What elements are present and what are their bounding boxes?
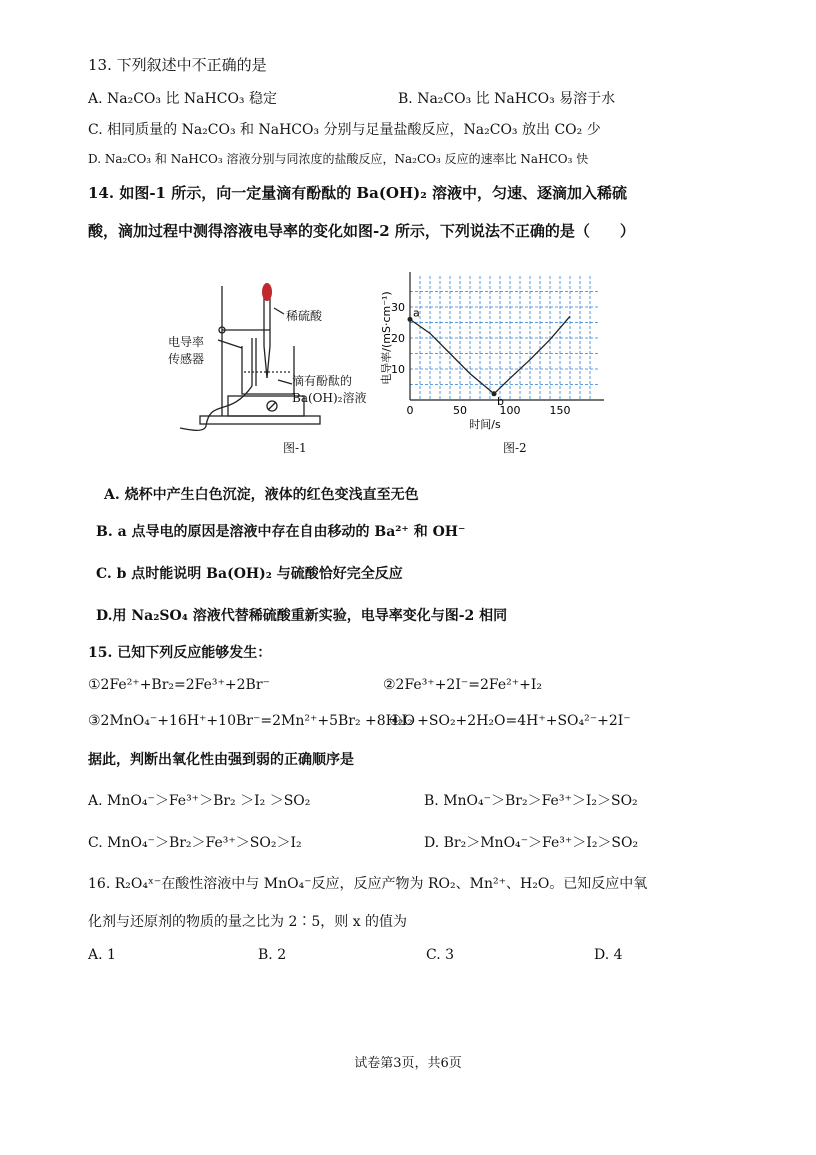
q16-option-a: A. 1 xyxy=(88,947,116,963)
q15-prompt: 据此，判断出氧化性由强到弱的正确顺序是 xyxy=(88,752,354,768)
q16-option-d: D. 4 xyxy=(594,947,623,963)
chart-x-ticks xyxy=(407,404,571,417)
x-tick-label: 150 xyxy=(549,404,571,417)
fig1-label-sensor-line1: 电导率 xyxy=(168,335,205,349)
q14-option-a: A. 烧杯中产生白色沉淀，液体的红色变浅直至无色 xyxy=(104,487,419,503)
fig1-label-acid: 稀硫酸 xyxy=(286,309,323,323)
q15-reaction-4: ④I₂ +SO₂+2H₂O=4H⁺+SO₄²⁻+2I⁻ xyxy=(389,713,631,729)
q14-stem-line2: 酸，滴加过程中测得溶液电导率的变化如图-2 所示，下列说法不正确的是（ ） xyxy=(88,222,635,240)
q15-option-d: D. Br₂＞MnO₄⁻＞Fe³⁺＞I₂＞SO₂ xyxy=(424,835,639,851)
fig2-caption: 图-2 xyxy=(503,441,527,455)
q14-option-d: D.用 Na₂SO₄ 溶液代替稀硫酸重新实验，电导率变化与图-2 相同 xyxy=(96,608,508,624)
q15-option-a: A. MnO₄⁻＞Fe³⁺＞Br₂ ＞I₂ ＞SO₂ xyxy=(88,793,311,809)
point-label-a: a xyxy=(413,306,420,320)
chart-y-ticks xyxy=(391,301,405,376)
y-tick-label: 10 xyxy=(391,363,405,376)
point-b xyxy=(492,391,497,396)
point-a xyxy=(408,317,413,322)
q13-option-c: C. 相同质量的 Na₂CO₃ 和 NaHCO₃ 分别与足量盐酸反应，Na₂CO₃ 放出 CO₂ 少 xyxy=(88,122,601,138)
conductivity-chart xyxy=(368,268,608,438)
point-label-b: b xyxy=(497,394,504,408)
q15-reaction-3: ③2MnO₄⁻+16H⁺+10Br⁻=2Mn²⁺+5Br₂ +8H₂O xyxy=(88,713,415,729)
fig1-label-solution-line1: 滴有酚酞的 xyxy=(292,374,353,388)
q15-option-c: C. MnO₄⁻＞Br₂＞Fe³⁺＞SO₂＞I₂ xyxy=(88,835,302,851)
chart-points xyxy=(408,306,505,407)
q15-option-b: B. MnO₄⁻＞Br₂＞Fe³⁺＞I₂＞SO₂ xyxy=(424,793,638,809)
q15-reaction-1: ①2Fe²⁺+Br₂=2Fe³⁺+2Br⁻ xyxy=(88,677,270,693)
fig1-label-sensor-line2: 传感器 xyxy=(168,352,205,366)
q16-option-b: B. 2 xyxy=(258,947,287,963)
page-footer: 试卷第3页，共6页 xyxy=(354,1056,462,1071)
fig1-label-solution-line2: Ba(OH)₂溶液 xyxy=(292,391,367,405)
q13-option-b: B. Na₂CO₃ 比 NaHCO₃ 易溶于水 xyxy=(398,91,616,107)
q16-stem-line1: 16. R₂O₄ˣ⁻在酸性溶液中与 MnO₄⁻反应，反应产物为 RO₂、Mn²⁺、H₂O。已知反应中氧 xyxy=(88,876,648,892)
q16-option-c: C. 3 xyxy=(426,947,455,963)
q14-option-c: C. b 点时能说明 Ba(OH)₂ 与硫酸恰好完全反应 xyxy=(96,566,403,582)
chart-grid xyxy=(410,276,600,400)
q13-option-d: D. Na₂CO₃ 和 NaHCO₃ 溶液分别与同浓度的盐酸反应，Na₂CO₃ 反应的速率比 NaHCO₃ 快 xyxy=(88,152,589,166)
fig1-caption: 图-1 xyxy=(283,441,307,455)
q15-reaction-2: ②2Fe³⁺+2I⁻=2Fe²⁺+I₂ xyxy=(383,677,542,693)
q14-option-b: B. a 点导电的原因是溶液中存在自由移动的 Ba²⁺ 和 OH⁻ xyxy=(96,524,466,540)
y-tick-label: 20 xyxy=(391,332,405,345)
q16-stem-line2: 化剂与还原剂的物质的量之比为 2∶5，则 x 的值为 xyxy=(88,914,408,930)
x-tick-label: 0 xyxy=(406,404,414,417)
y-tick-label: 30 xyxy=(391,301,405,314)
chart-x-label: 时间/s xyxy=(469,418,501,431)
q13-stem: 13. 下列叙述中不正确的是 xyxy=(88,56,267,74)
x-tick-label: 50 xyxy=(453,404,467,417)
q15-stem: 15. 已知下列反应能够发生： xyxy=(88,645,272,661)
q14-stem-line1: 14. 如图-1 所示，向一定量滴有酚酞的 Ba(OH)₂ 溶液中，匀速、逐滴加入稀硫 xyxy=(88,184,628,202)
chart-y-label: 电导率/(mS·cm⁻¹) xyxy=(380,291,393,385)
x-tick-label: 100 xyxy=(499,404,521,417)
q13-option-a: A. Na₂CO₃ 比 NaHCO₃ 稳定 xyxy=(88,91,277,107)
